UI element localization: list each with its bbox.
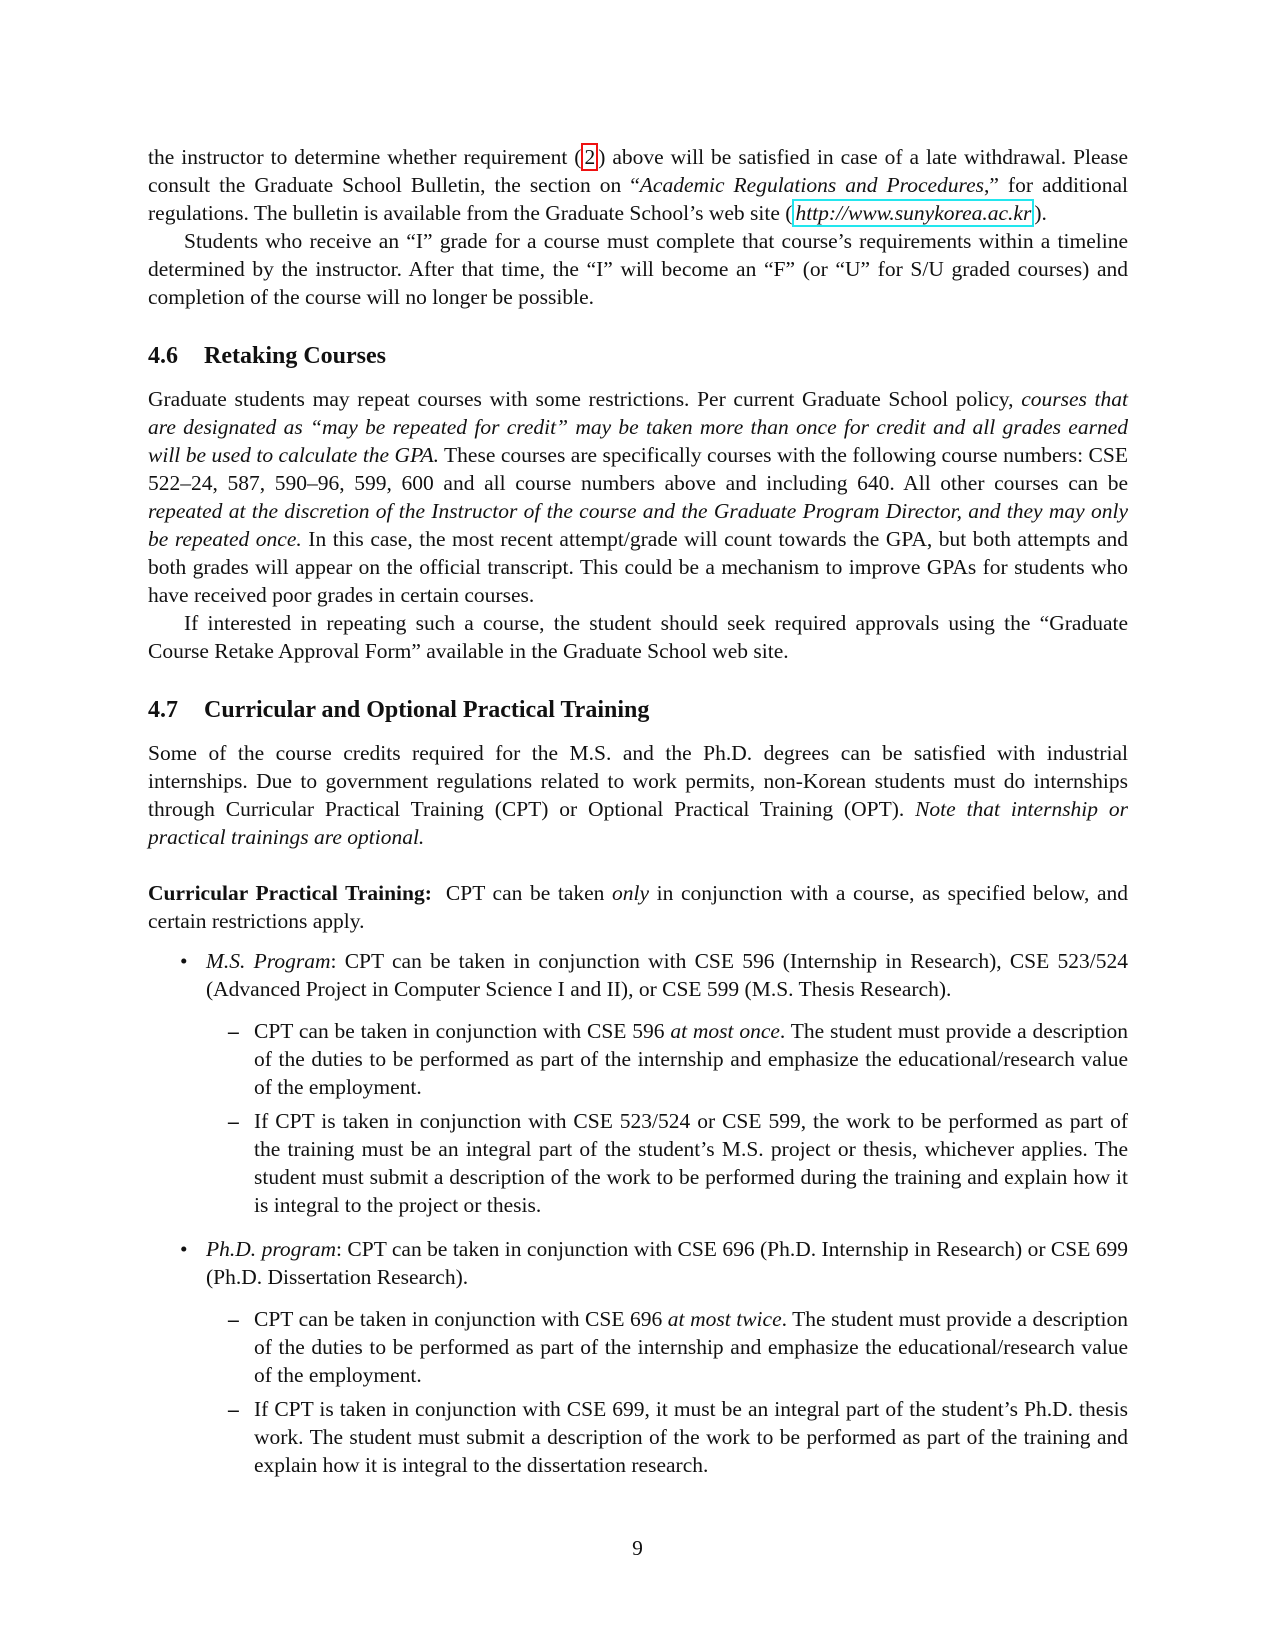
spacer: [148, 851, 1128, 879]
list-item: – If CPT is taken in conjunction with CSE 523/524 or CSE 599, the work to be performed as part of the training must be an integral part of the student’s M.S. project or thesis, whichever applies. The student must submit a description of the work to be performed during the training and explain how it is integral to the project or thesis.: [228, 1109, 1128, 1217]
list-item: – CPT can be taken in conjunction with CSE 596 at most once. The student must provide a description of the duties to be performed as part of the internship and emphasize the educational/research value of the employment.: [228, 1019, 1128, 1099]
training-paragraph-1: Some of the course credits required for the M.S. and the Ph.D. degrees can be satisfied with industrial internships. Due to government regulations related to work permits, non-Korean students must do internships through Curricular Practical Training (CPT) or Optional Practical Training (OPT). Note that internship or practical trainings are optional.: [148, 741, 1128, 849]
dash-icon: –: [228, 1307, 239, 1331]
list-item: – CPT can be taken in conjunction with CSE 696 at most twice. The student must provide a description of the duties to be performed as part of the internship and emphasize the educational/research value of the employment.: [228, 1307, 1128, 1387]
intro-paragraph-1: the instructor to determine whether requirement ( 2 ) above will be satisfied in case of a late withdrawal. Please consult the Graduate School Bulletin, the section on “Academic Regulations and Procedures,” for additional regulations. The bulletin is available from the Graduate School’s web site ( http://www.sunykorea.ac.kr ).: [148, 145, 1128, 225]
list-item-phd-program: • Ph.D. program: CPT can be taken in conjunction with CSE 696 (Ph.D. Internship in Research) or CSE 699 (Ph.D. Dissertation Research). – CPT can be taken in conjunction with CSE 696 at most twice. The student must provide a description of the duties to be performed as part of the internship and emphasize the educational/research value of the employment. – If CPT is taken in conjunction with CSE 699, it must be an integral part of the student’s Ph.D. thesis work. The student must submit a description of the work to be performed as part of the training and explain how it is integral to the dissertation research.: [180, 1237, 1129, 1477]
bullet-icon: •: [180, 1237, 188, 1261]
section-heading-4-7: 4.7 Curricular and Optional Practical Training: [148, 697, 650, 723]
document-page: [148, 143, 1128, 1495]
bullet-icon: •: [180, 949, 188, 973]
section-heading-4-6: 4.6 Retaking Courses: [148, 343, 387, 369]
list-item-ms-program: • M.S. Program: CPT can be taken in conjunction with CSE 596 (Internship in Research), CSE 523/524 (Advanced Project in Computer Science I and II), or CSE 599 (M.S. Thesis Research). – CPT can be taken in conjunction with CSE 596 at most once. The student must provide a description of the duties to be performed as part of the internship and emphasize the educational/research value of the employment. – If CPT is taken in conjunction with CSE 523/524 or CSE 599, the work to be performed as part of the training must be an integral part of the student’s M.S. project or thesis, whichever applies. The student must submit a description of the work to be performed during the training and explain how it is integral to the project or thesis.: [180, 949, 1128, 1217]
cpt-program-list: [148, 947, 1128, 1479]
ms-program-sublist: [206, 1017, 1128, 1219]
dash-icon: –: [228, 1109, 239, 1133]
sunykorea-url-link[interactable]: http://www.sunykorea.ac.kr: [792, 199, 1034, 227]
page-number: 9: [632, 1536, 643, 1560]
retaking-paragraph-1: Graduate students may repeat courses with some restrictions. Per current Graduate School policy, courses that are designated as “may be repeated for credit” may be taken more than once for credit and all grades earned will be used to calculate the GPA. These courses are specifically courses with the following course numbers: CSE 522–24, 587, 590–96, 599, 600 and all course numbers above and including 640. All other courses can be repeated at the discretion of the Instructor of the course and the Graduate Program Director, and they may only be repeated once. In this case, the most recent attempt/grade will count towards the GPA, but both attempts and both grades will appear on the official transcript. This could be a mechanism to improve GPAs for students who have received poor grades in certain courses.: [148, 387, 1128, 607]
dash-icon: –: [228, 1397, 239, 1421]
cpt-paragraph: Curricular Practical Training: CPT can be taken only in conjunction with a course, as specified below, and certain restrictions apply.: [148, 881, 1128, 933]
cpt-run-in-heading: Curricular Practical Training:: [148, 881, 432, 905]
retaking-paragraph-2: If interested in repeating such a course, the student should seek required approvals using the “Graduate Course Retake Approval Form” available in the Graduate School web site.: [148, 611, 1128, 663]
dash-icon: –: [228, 1019, 239, 1043]
requirement-ref-link[interactable]: 2: [581, 143, 598, 171]
phd-program-sublist: [206, 1305, 1128, 1479]
list-item: – If CPT is taken in conjunction with CSE 699, it must be an integral part of the student’s Ph.D. thesis work. The student must submit a description of the work to be performed as part of the training and explain how it is integral to the dissertation research.: [228, 1397, 1128, 1477]
intro-paragraph-2: Students who receive an “I” grade for a course must complete that course’s requirements within a timeline determined by the instructor. After that time, the “I” will become an “F” (or “U” for S/U graded courses) and completion of the course will no longer be possible.: [148, 229, 1128, 309]
